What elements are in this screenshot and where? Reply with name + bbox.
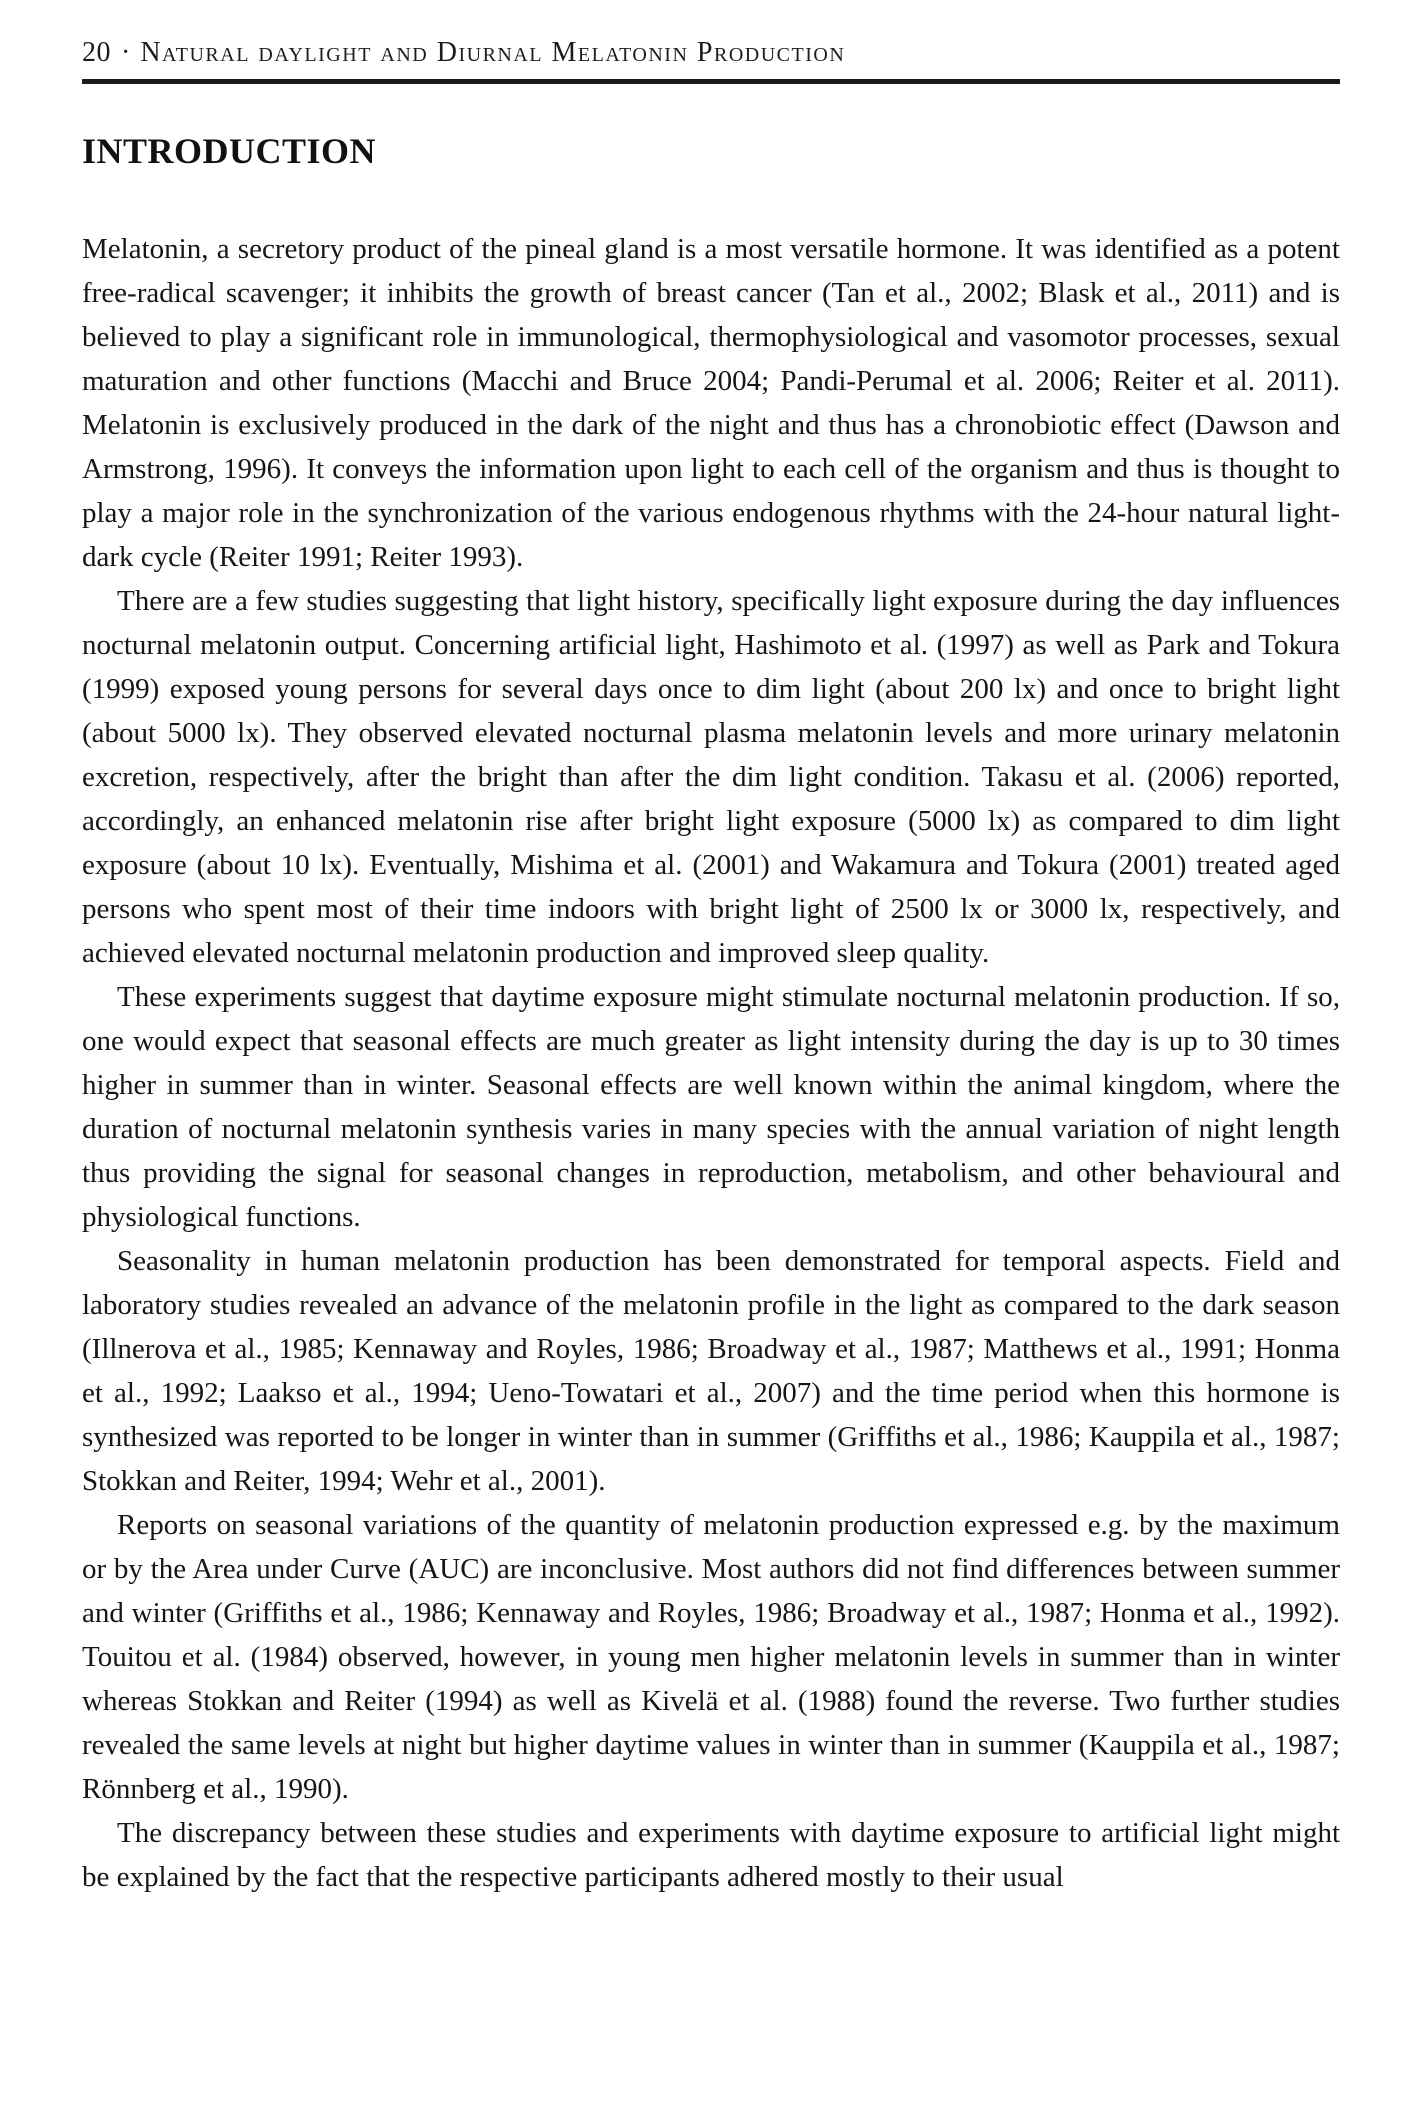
paragraph-discrepancy: The discrepancy between these studies and experiments with daytime exposure to artificial light might be explained by the fact that the respective participants adhered mostly to their usual [82,1817,1340,1893]
header-separator: · [121,37,131,68]
body-text [82,227,1340,1899]
paragraph-seasonality-temporal: Seasonality in human melatonin production has been demonstrated for temporal aspects. Field and laboratory studies revealed an advance of the melatonin profile in the light as compared to the dark season (Illnerova et al., 1985; Kennaway and Royles, 1986; Broadway et al., 1987; Matthews et al., 1991; Honma et al., 1992; Laakso et al., 1994; Ueno-Towatari et al., 2007) and the time period when this hormone is synthesized was reported to be longer in winter than in summer (Griffiths et al., 1986; Kauppila et al., 1987; Stokkan and Reiter, 1994; Wehr et al., 2001). [82,1245,1340,1497]
section-heading: INTRODUCTION [82,131,377,171]
running-header [82,36,1340,70]
paragraph-seasonal-quantity-reports: Reports on seasonal variations of the quantity of melatonin production expressed e.g. by the maximum or by the Area under Curve (AUC) are inconclusive. Most authors did not find differences between summer and winter (Griffiths et al., 1986; Kennaway and Royles, 1986; Broadway et al., 1987; Honma et al., 1992). Touitou et al. (1984) observed, however, in young men higher melatonin levels in summer than in winter whereas Stokkan and Reiter (1994) as well as Kivelä et al. (1988) found the reverse. Two further studies revealed the same levels at night but higher daytime values in winter than in summer (Kauppila et al., 1987; Rönnberg et al., 1990). [82,1509,1340,1805]
running-title: Natural daylight and Diurnal Melatonin Production [140,37,846,68]
page-number: 20 [82,37,111,68]
header-rule [82,79,1340,84]
paragraph-melatonin-overview: Melatonin, a secretory product of the pineal gland is a most versatile hormone. It was identified as a potent free-radical scavenger; it inhibits the growth of breast cancer (Tan et al., 2002; Blask et al., 2011) and is believed to play a significant role in immunological, thermophysiological and vasomotor processes, sexual maturation and other functions (Macchi and Bruce 2004; Pandi-Perumal et al. 2006; Reiter et al. 2011). Melatonin is exclusively produced in the dark of the night and thus has a chronobiotic effect (Dawson and Armstrong, 1996). It conveys the information upon light to each cell of the organism and thus is thought to play a major role in the synchronization of the various endogenous rhythms with the 24-hour natural light-dark cycle (Reiter 1991; Reiter 1993). [82,233,1340,573]
paragraph-seasonal-effects: These experiments suggest that daytime exposure might stimulate nocturnal melatonin production. If so, one would expect that seasonal effects are much greater as light intensity during the day is up to 30 times higher in summer than in winter. Seasonal effects are well known within the animal kingdom, where the duration of nocturnal melatonin synthesis varies in many species with the annual variation of night length thus providing the signal for seasonal changes in reproduction, metabolism, and other behavioural and physiological functions. [82,981,1340,1233]
paragraph-light-history-studies: There are a few studies suggesting that light history, specifically light exposure during the day influences nocturnal melatonin output. Concerning artificial light, Hashimoto et al. (1997) as well as Park and Tokura (1999) exposed young persons for several days once to dim light (about 200 lx) and once to bright light (about 5000 lx). They observed elevated nocturnal plasma melatonin levels and more urinary melatonin excretion, respectively, after the bright than after the dim light condition. Takasu et al. (2006) reported, accordingly, an enhanced melatonin rise after bright light exposure (5000 lx) as compared to dim light exposure (about 10 lx). Eventually, Mishima et al. (2001) and Wakamura and Tokura (2001) treated aged persons who spent most of their time indoors with bright light of 2500 lx or 3000 lx, respectively, and achieved elevated nocturnal melatonin production and improved sleep quality. [82,585,1340,969]
